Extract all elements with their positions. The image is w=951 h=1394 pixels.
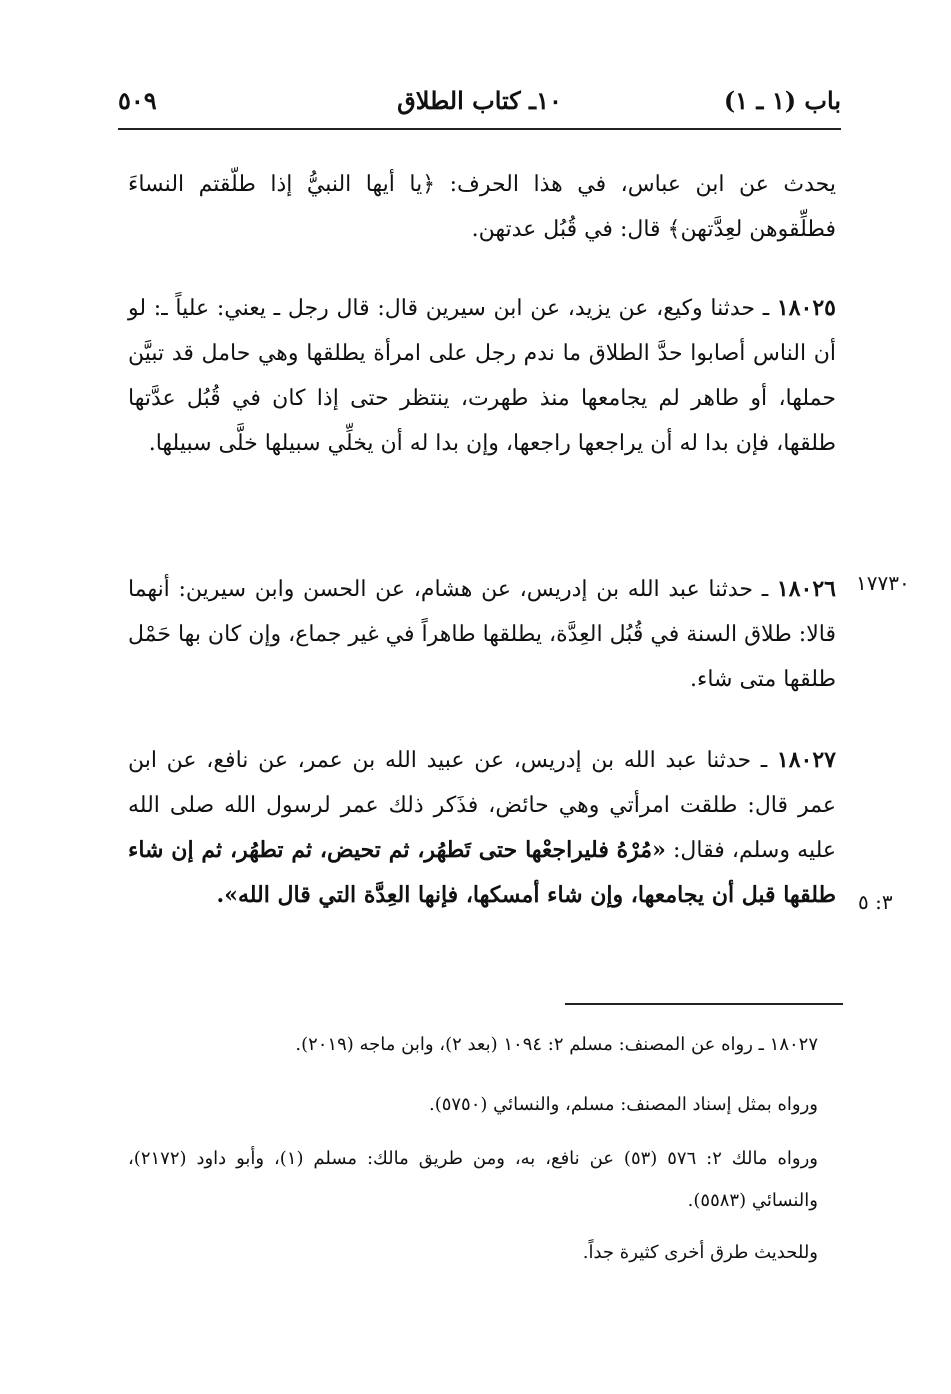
hadith-18027 (128, 738, 836, 918)
book-title: ١٠ـ كتاب الطلاق (397, 86, 562, 115)
footnote-separator (565, 1003, 843, 1005)
hadith-number: ١٨٠٢٥ (776, 295, 836, 321)
margin-reference-number: ١٧٧٣٠ (856, 571, 910, 595)
hadith-18026 (128, 567, 836, 702)
margin-volume-reference: ٣: ٥ (858, 890, 893, 914)
hadith-text: ـ حدثنا عبد الله بن إدريس، عن عبيد الله بن عمر، عن نافع، عن ابن عمر قال: طلقت امرأتي وهي حائض، فذَكر ذلك عمر لرسول الله صلى الله عليه وسلم، فقال: (128, 748, 836, 863)
page-number: ٥٠٩ (118, 86, 157, 115)
hadith-number: ١٨٠٢٧ (776, 747, 836, 773)
footnote: وللحديث طرق أخرى كثيرة جداً. (582, 1242, 818, 1263)
paragraph-text: يحدث عن ابن عباس، في هذا الحرف: ﴿يا أيها النبيُّ إذا طلّقتم النساءَ فطلِّقوهن لعِدَّتهن﴾ قال: في قُبُل عدتهن. (128, 172, 836, 242)
chapter-heading: باب (١ ـ ١) (723, 86, 841, 115)
hadith-18025 (128, 286, 836, 466)
page-header (118, 86, 841, 120)
footnote: ورواه مالك ٢: ٥٧٦ (٥٣) عن نافع، به، ومن طريق مالك: مسلم (١)، وأبو داود (٢١٧٢)، والنسائي (٥٥٨٣). (128, 1148, 818, 1211)
hadith-number: ١٨٠٢٦ (776, 576, 836, 602)
paragraph-continuation (128, 162, 836, 252)
header-rule (118, 128, 841, 130)
hadith-text: ـ حدثنا عبد الله بن إدريس، عن هشام، عن الحسن وابن سيرين: أنهما قالا: طلاق السنة في قُبُل العِدَّة، يطلقها طاهراً في غير جماع، وإن كان بها حَمْل طلقها متى شاء. (128, 577, 836, 692)
footnote: ١٨٠٢٧ ـ رواه عن المصنف: مسلم ٢: ١٠٩٤ (بعد ٢)، وابن ماجه (٢٠١٩). (295, 1034, 818, 1055)
footnote: ورواه بمثل إسناد المصنف: مسلم، والنسائي (٥٧٥٠). (428, 1094, 818, 1115)
prophetic-quote: «مُرْهُ فليراجعْها حتى تَطهُر، ثم تحيض، ثم تطهُر، ثم إن شاء طلقها قبل أن يجامعها، وإن شاء أمسكها، فإنها العِدَّة التي قال الله». (128, 837, 836, 908)
hadith-text: ـ حدثنا وكيع، عن يزيد، عن ابن سيرين قال: قال رجل ـ يعني: علياً ـ: لو أن الناس أصابوا حدَّ الطلاق ما ندم رجل على امرأة يطلقها وهي حامل قد تبيَّن حملها، أو طاهر لم يجامعها منذ طهرت، ينتظر حتى إذا كان في قُبُل عدَّتها طلقها، فإن بدا له أن يراجعها راجعها، وإن بدا له أن يخلِّي سبيلها خلَّى سبيلها. (128, 296, 836, 456)
